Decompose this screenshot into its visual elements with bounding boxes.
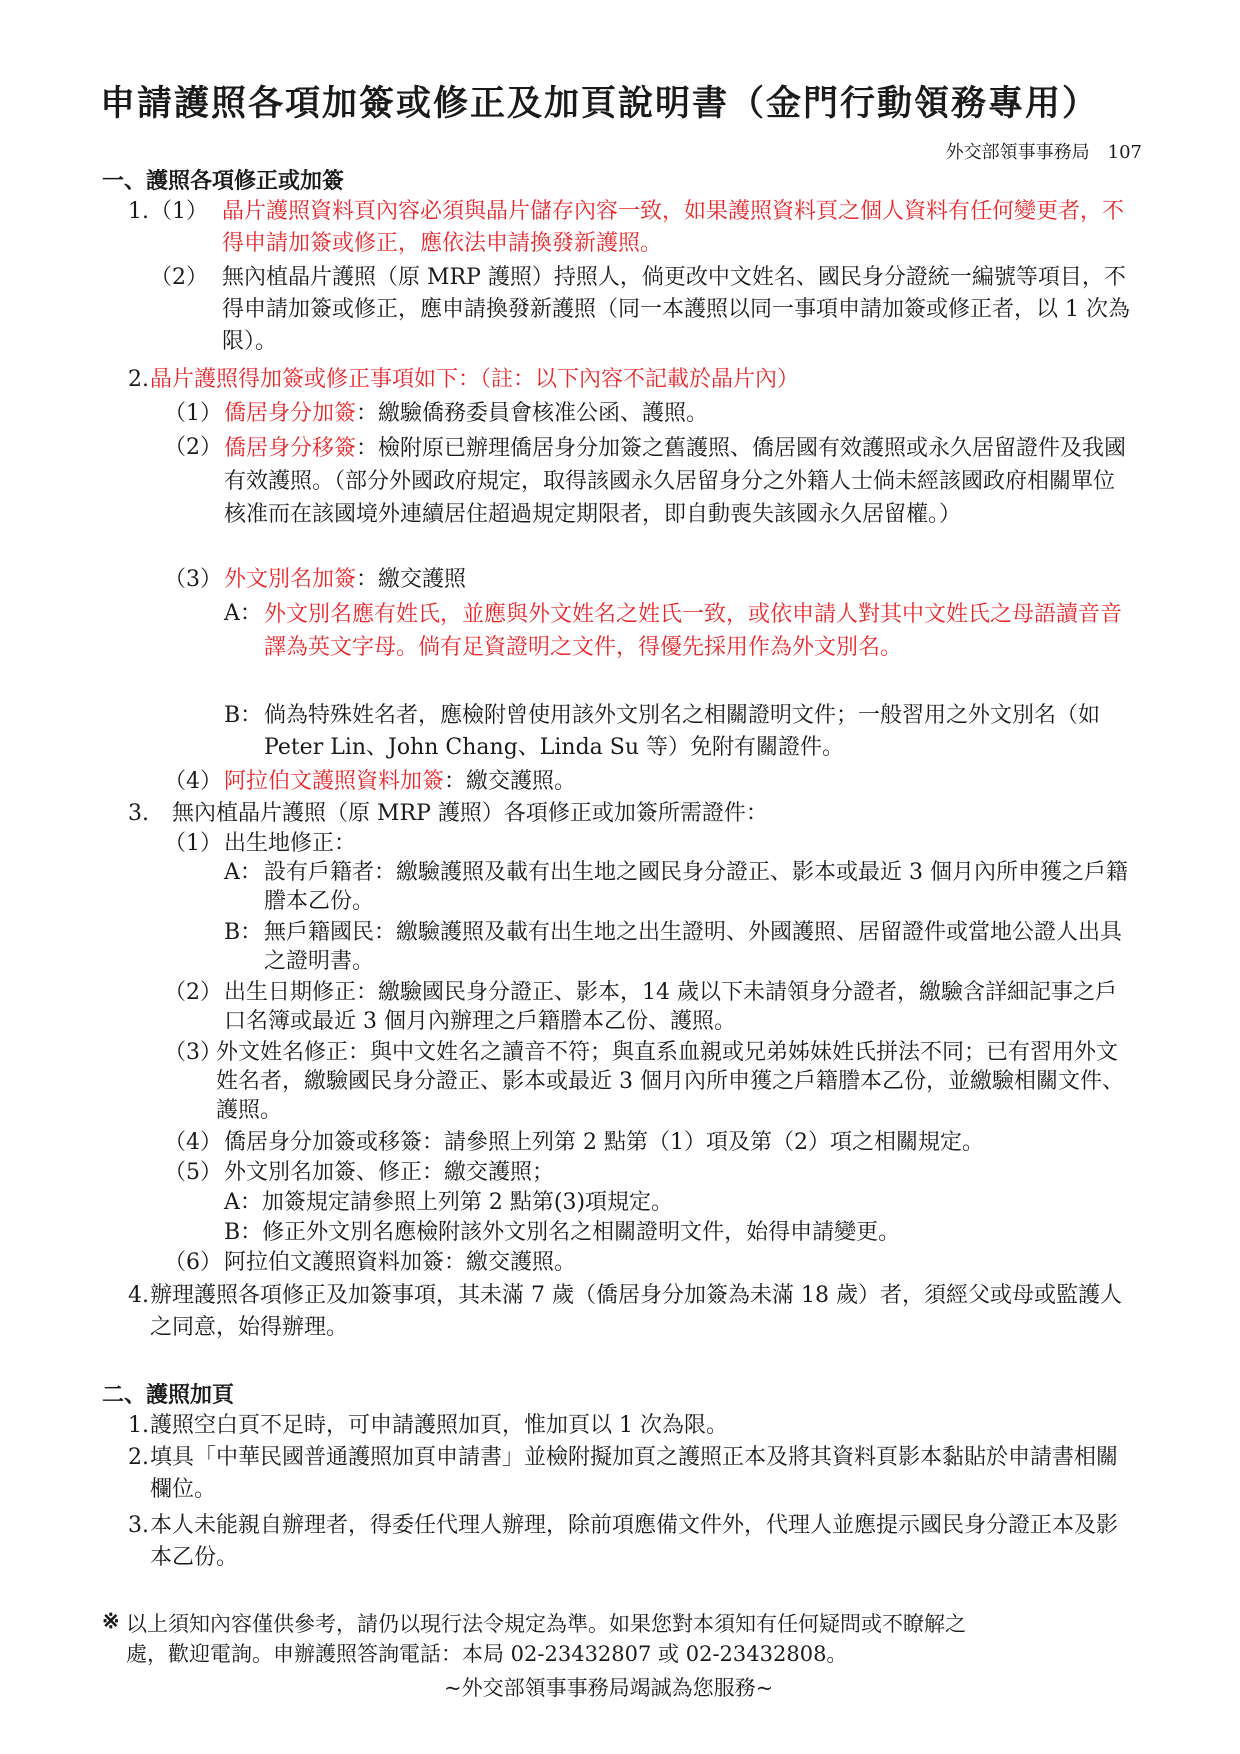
- item2-s3-number: （3）: [164, 567, 222, 592]
- issuer-label: 外交部領事事務局 107: [945, 142, 1142, 163]
- section2-item1-text: 護照空白頁不足時，可申請護照加頁，惟加頁以 1 次為限。: [150, 1413, 728, 1438]
- item3-s1b-label: B：: [224, 920, 263, 945]
- item2-s3b-text: 倘為特殊姓名者，應檢附曾使用該外文別名之相關證明文件；一般習用之外文別名（如 Peter Lin、John Chang、Linda Su 等）免附有關證件。: [264, 703, 1101, 760]
- item3-s4-number: （4）: [164, 1130, 222, 1155]
- item3-s3-number: （3）: [164, 1040, 222, 1065]
- item3-s2-number: （2）: [164, 980, 222, 1005]
- item2-s2-label: 僑居身分移簽: [224, 436, 357, 461]
- section2-item3-number: 3.: [128, 1513, 149, 1538]
- item2-s3-label: 外文別名加簽: [224, 567, 357, 592]
- closing-line: ~外交部領事事務局竭誠為您服務~: [444, 1676, 774, 1700]
- item2-s2-number: （2）: [164, 435, 222, 460]
- item3-s1-text: 出生地修正：: [224, 831, 357, 856]
- section2-item2-text: 填具「中華民國普通護照加頁申請書」並檢附擬加頁之護照正本及將其資料頁影本黏貼於申請書相關欄位。: [150, 1445, 1119, 1502]
- item1-number: 1.: [128, 199, 149, 224]
- section2-item3-text: 本人未能親自辦理者，得委任代理人辦理，除前項應備文件外，代理人並應提示國民身分證正本及影本乙份。: [150, 1513, 1119, 1570]
- item2-s3a-label: A：: [224, 601, 262, 626]
- item3-s5a-text: A：加簽規定請參照上列第 2 點第(3)項規定。: [224, 1190, 674, 1215]
- item3-s3-text: 外文姓名修正：與中文姓名之讀音不符；與直系血親或兄弟姊妹姓氏拼法不同；已有習用外文姓名者，繳驗國民身分證正、影本或最近 3 個月內所申獲之戶籍謄本乙份，並繳驗相關文件、護照。: [216, 1040, 1124, 1123]
- item2-s4-line: [224, 766, 576, 798]
- item2-s4-number: （4）: [164, 769, 222, 794]
- section2-heading: 二、護照加頁: [102, 1383, 235, 1408]
- item3-s1b-text: 無戶籍國民：繳驗護照及載有出生地之出生證明、外國護照、居留證件或當地公證人出具之證明書。: [264, 920, 1123, 974]
- item2-s4-label: 阿拉伯文護照資料加簽: [224, 769, 445, 794]
- item2-s1-line: [224, 398, 1132, 430]
- item3-text: 無內植晶片護照（原 MRP 護照）各項修正或加簽所需證件：: [172, 801, 768, 826]
- item1-sub1-number: （1）: [150, 199, 208, 224]
- section2-item1-number: 1.: [128, 1413, 149, 1438]
- item2-s2-text: ：檢附原已辦理僑居身分加簽之舊護照、僑居國有效護照或永久居留證件及我國有效護照。（部分外國政府規定，取得該國永久居留身分之外籍人士倘未經該國政府相關單位核准而在該國境外連續居住超過規定期限者，即自動喪失該國永久居留權。）: [224, 436, 1127, 527]
- item2-s3b-label: B：: [224, 703, 263, 728]
- item3-number: 3.: [128, 801, 149, 826]
- document-title: 申請護照各項加簽或修正及加頁說明書（金門行動領務專用）: [100, 84, 1100, 124]
- section1-heading: 一、護照各項修正或加簽: [102, 169, 345, 194]
- item2-s4-text: ：繳交護照。: [444, 769, 577, 794]
- note-line1: 以上須知內容僅供參考，請仍以現行法令規定為準。如果您對本須知有任何疑問或不瞭解之: [126, 1612, 966, 1636]
- item3-s6-text: 阿拉伯文護照資料加簽：繳交護照。: [224, 1250, 577, 1275]
- item2-s1-label: 僑居身分加簽: [224, 401, 357, 426]
- item3-s1a-text: 設有戶籍者：繳驗護照及載有出生地之國民身分證正、影本或最近 3 個月內所申獲之戶籍謄本乙份。: [264, 860, 1128, 914]
- item1-sub2-number: （2）: [150, 265, 208, 290]
- item1-sub2-text: 無內植晶片護照（原 MRP 護照）持照人，倘更改中文姓名、國民身分證統一編號等項目，不得申請加簽或修正，應申請換發新護照（同一本護照以同一事項申請加簽或修正者，以 1 次為限）。: [222, 265, 1130, 354]
- item3-s2-text: 出生日期修正：繳驗國民身分證正、影本，14 歲以下未請領身分證者，繳驗含詳細記事之戶口名簿或最近 3 個月內辦理之戶籍謄本乙份、護照。: [224, 980, 1117, 1034]
- item3-s1-number: （1）: [164, 831, 222, 856]
- item3-s6-number: （6）: [164, 1250, 222, 1275]
- item3-s4-text: 僑居身分加簽或移簽：請參照上列第 2 點第（1）項及第（2）項之相關規定。: [224, 1130, 984, 1155]
- item3-s1a-label: A：: [224, 860, 262, 885]
- item3-s5-number: （5）: [164, 1160, 222, 1185]
- item3-s5b-text: B：修正外文別名應檢附該外文別名之相關證明文件，始得申請變更。: [224, 1220, 901, 1245]
- note-mark: ※: [102, 1608, 120, 1633]
- item4-number: 4.: [128, 1283, 149, 1308]
- item4-text: 辦理護照各項修正及加簽事項，其未滿 7 歲（僑居身分加簽為未滿 18 歲）者，須經父或母或監護人之同意，始得辦理。: [150, 1283, 1122, 1340]
- item2-s1-number: （1）: [164, 401, 222, 426]
- section2-item2-number: 2.: [128, 1445, 149, 1470]
- item2-text: 晶片護照得加簽或修正事項如下：（註：以下內容不記載於晶片內）: [150, 367, 800, 392]
- item2-s3-text: ：繳交護照: [356, 567, 467, 592]
- item2-s3a-text: 外文別名應有姓氏，並應與外文姓名之姓氏一致，或依申請人對其中文姓氏之母語讀音音譯為英文字母。倘有足資證明之文件，得優先採用作為外文別名。: [264, 602, 1123, 660]
- item1-sub1-text: 晶片護照資料頁內容必須與晶片儲存內容一致，如果護照資料頁之個人資料有任何變更者，不得申請加簽或修正，應依法申請換發新護照。: [222, 199, 1125, 256]
- item2-number: 2.: [128, 367, 149, 392]
- item2-s2-line: [224, 432, 1132, 531]
- item3-s5-text: 外文別名加簽、修正：繳交護照；: [224, 1160, 555, 1185]
- item2-s3-line: [224, 564, 466, 596]
- note-line2: 處，歡迎電詢。申辦護照答詢電話：本局 02-23432807 或 02-23432808。: [126, 1642, 848, 1666]
- item2-s1-text: ：繳驗僑務委員會核准公函、護照。: [356, 401, 709, 426]
